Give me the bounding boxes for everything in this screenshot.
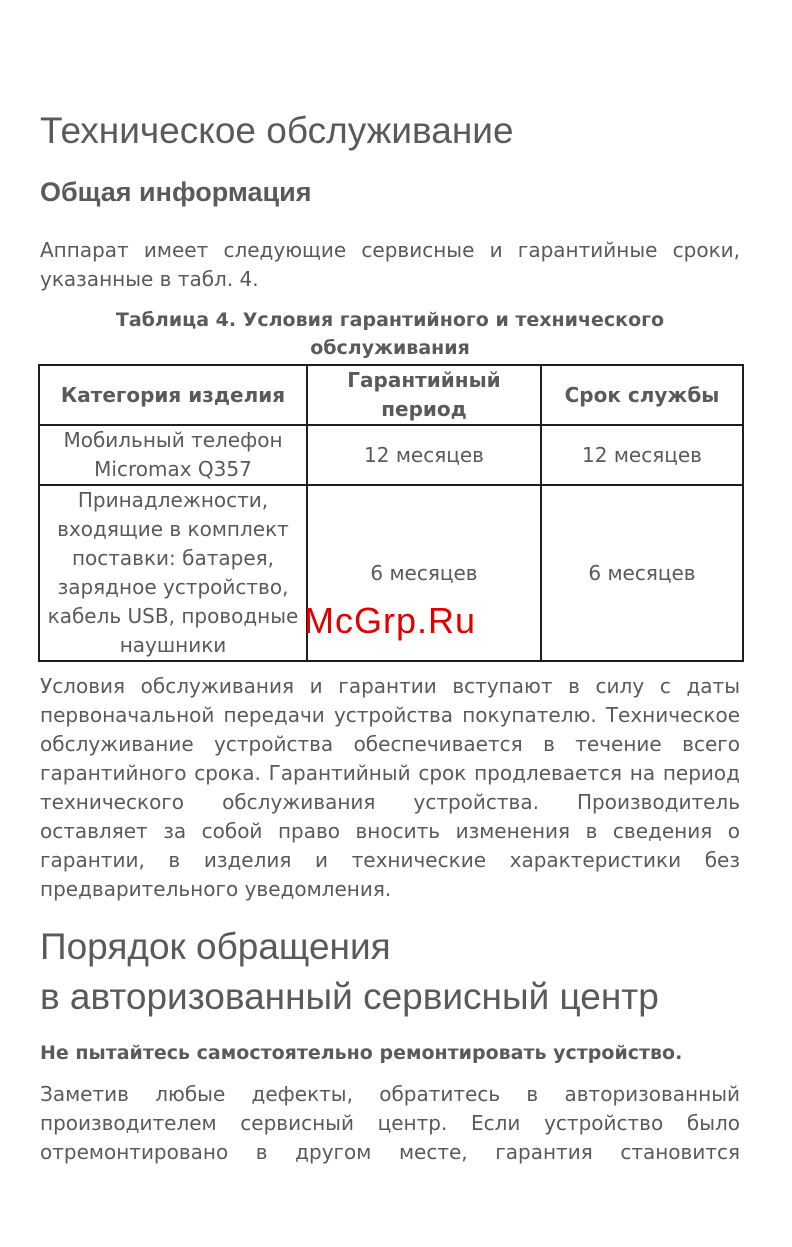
header-warranty-period: Гарантийный период: [307, 365, 541, 425]
service-paragraph: Заметив любые дефекты, обратитесь в авторизованный производителем сервисный центр. Если устройство было отремонтировано в другом месте, гарантия становится: [40, 1082, 740, 1164]
warranty-paragraph: Условия обслуживания и гарантии вступают в силу с даты первоначальной передачи устройства покупателю. Техническое обслуживание устройства обеспечивается в течение всего гарантийного срока. Гарантийный срок продлевается на период технического обслуживания устройства. Производитель оставляет за собой право вносить изменения в сведения о гарантии, в изделия и технические характеристики без предварительного уведомления.: [40, 674, 740, 901]
header-category: Категория изделия: [39, 365, 307, 425]
service-center-title-line2: в авторизованный сервисный центр: [40, 976, 659, 1017]
table-cell: 6 месяцев: [541, 485, 743, 661]
table-row: [39, 425, 743, 485]
table-cell: 12 месяцев: [541, 425, 743, 485]
table-header-row: [39, 365, 743, 425]
header-service-life: Срок службы: [541, 365, 743, 425]
table-cell: 12 месяцев: [307, 425, 541, 485]
table-caption: Таблица 4. Условия гарантийного и технического обслуживания: [115, 309, 665, 359]
section-title: Техническое обслуживание: [40, 110, 514, 151]
table-cell: Принадлежности, входящие в комплект поставки: батарея, зарядное устройство, кабель USB, проводные наушники: [39, 485, 307, 661]
intro-paragraph: Аппарат имеет следующие сервисные и гарантийные сроки, указанные в табл. 4.: [40, 238, 740, 291]
service-center-title-line1: Порядок обращения: [40, 926, 391, 967]
service-center-title: [40, 922, 740, 1022]
repair-warning: Не пытайтесь самостоятельно ремонтировать устройство.: [40, 1042, 683, 1064]
watermark: McGrp.Ru: [304, 600, 477, 641]
table-cell: Мобильный телефон Micromax Q357: [39, 425, 307, 485]
table-cell: 6 месяцев: [307, 485, 541, 661]
section-subtitle: Общая информация: [40, 177, 312, 207]
